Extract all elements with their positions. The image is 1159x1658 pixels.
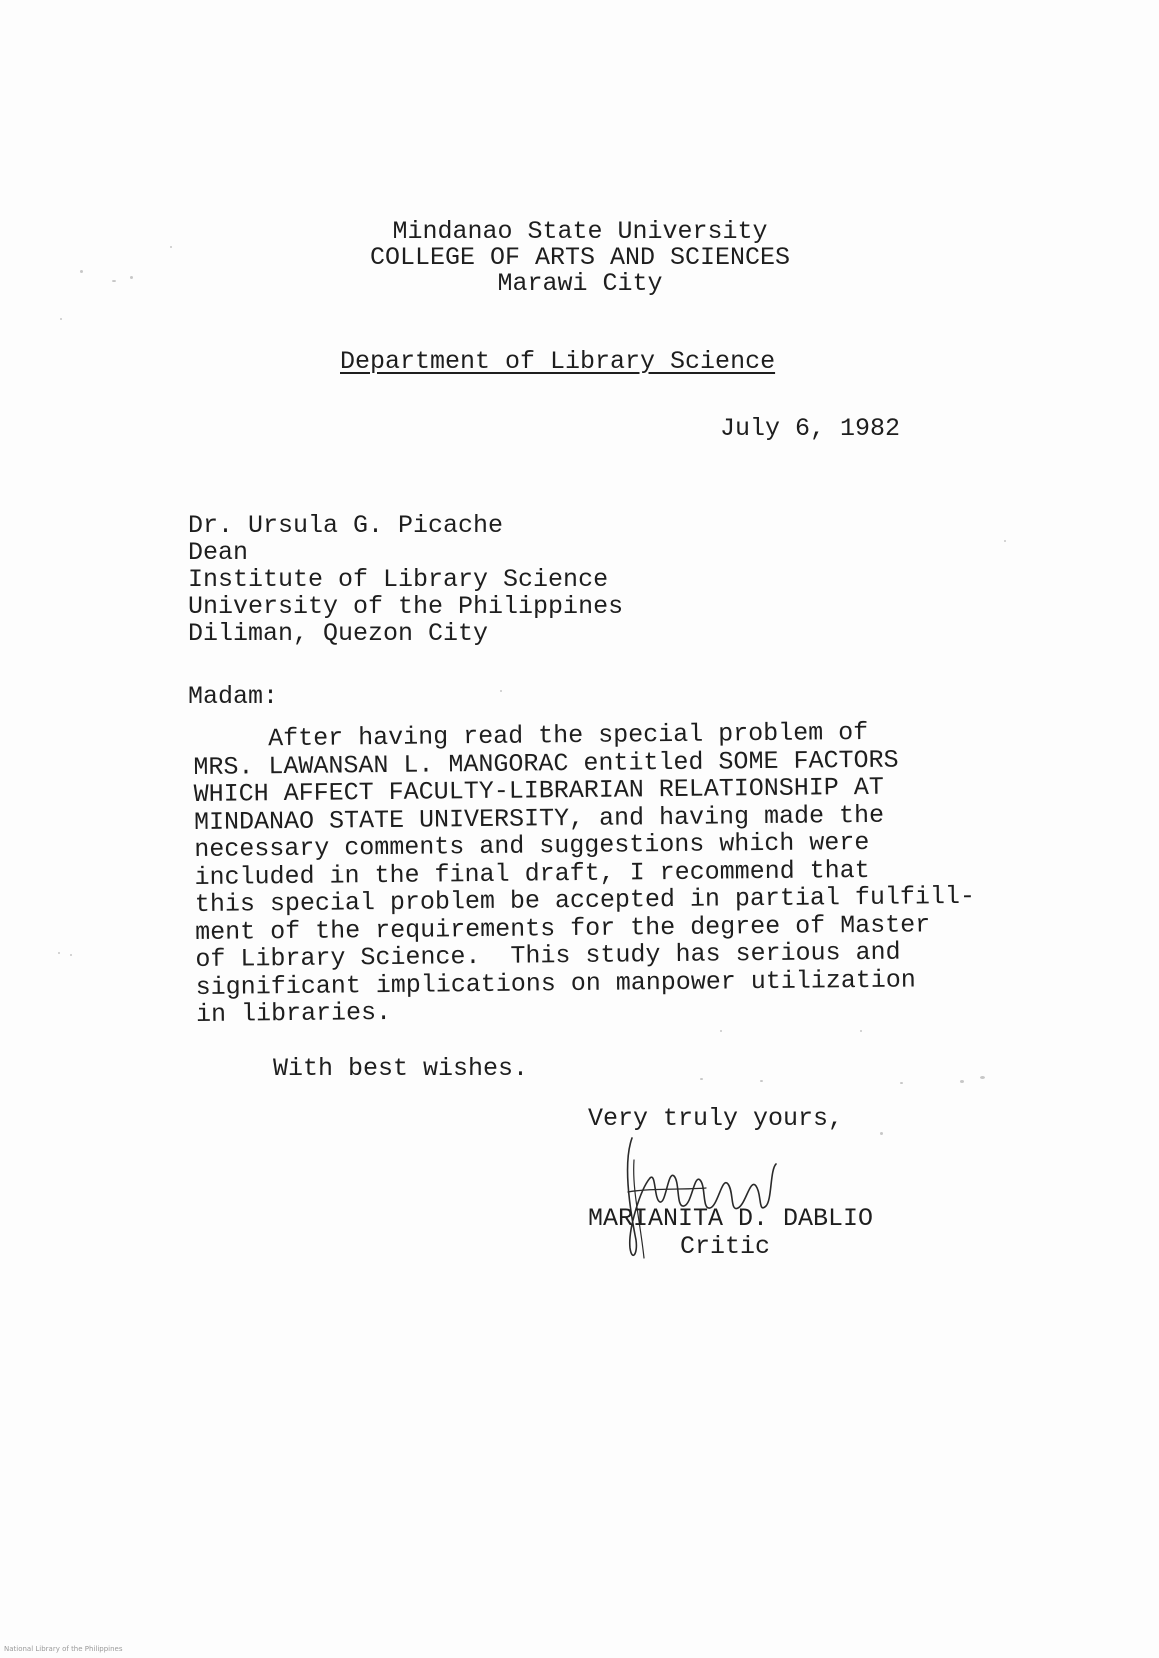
closing-line: With best wishes. [273,1054,529,1083]
body-line: After having read the special problem of [192,717,869,754]
scan-speck [58,952,60,954]
letterhead-city: Marawi City [497,269,663,298]
scan-speck [900,1082,903,1084]
scan-speck [112,280,116,282]
scan-speck [960,1080,964,1083]
signer-name: MARIANITA D. DABLIO [588,1204,874,1233]
scan-speck [80,270,83,273]
scan-speck [60,318,62,320]
letterhead-college: COLLEGE OF ARTS AND SCIENCES [369,243,791,272]
scan-speck [720,1030,722,1032]
recipient-city: Diliman, Quezon City [188,619,489,648]
salutation: Madam: [188,682,279,711]
body-line: significant implications on manpower utilization [195,964,916,1002]
scan-speck [700,1078,703,1080]
recipient-university: University of the Philippines [188,592,624,621]
body-line: MRS. LAWANSAN L. MANGORAC entitled SOME FACTORS [193,745,899,782]
recipient-name: Dr. Ursula G. Picache [188,511,504,540]
recipient-title: Dean [188,538,249,567]
scan-speck [880,1132,883,1135]
scan-footer: National Library of the Philippines [4,1645,123,1653]
department-heading: Department of Library Science [340,347,776,376]
letter-date: July 6, 1982 [720,414,901,443]
body-line: necessary comments and suggestions which were [194,827,870,864]
scan-speck [70,954,72,956]
body-line: in libraries. [195,997,392,1029]
scan-speck [1004,540,1006,542]
signer-title: Critic [680,1232,771,1261]
body-line: MINDANAO STATE UNIVERSITY, and having made the [193,800,885,837]
body-line: of Library Science. This study has serious and [195,937,901,974]
scan-speck [760,1080,763,1082]
scan-speck [170,246,172,248]
scan-speck [860,1030,862,1032]
scan-speck [130,276,133,279]
body-line: this special problem be accepted in partial fulfill- [194,881,976,919]
body-line: included in the final draft, I recommend that [194,855,870,892]
recipient-address [188,512,623,647]
letterhead-university: Mindanao State University [392,217,768,246]
valediction: Very truly yours, [588,1104,844,1133]
body-line: ment of the requirements for the degree of Master [195,909,931,947]
recipient-institute: Institute of Library Science [188,565,609,594]
scan-speck [500,690,502,692]
letter-body [193,718,976,1029]
body-line: WHICH AFFECT FACULTY-LIBRARIAN RELATIONSHIP AT [193,772,884,809]
scan-speck [980,1076,985,1079]
